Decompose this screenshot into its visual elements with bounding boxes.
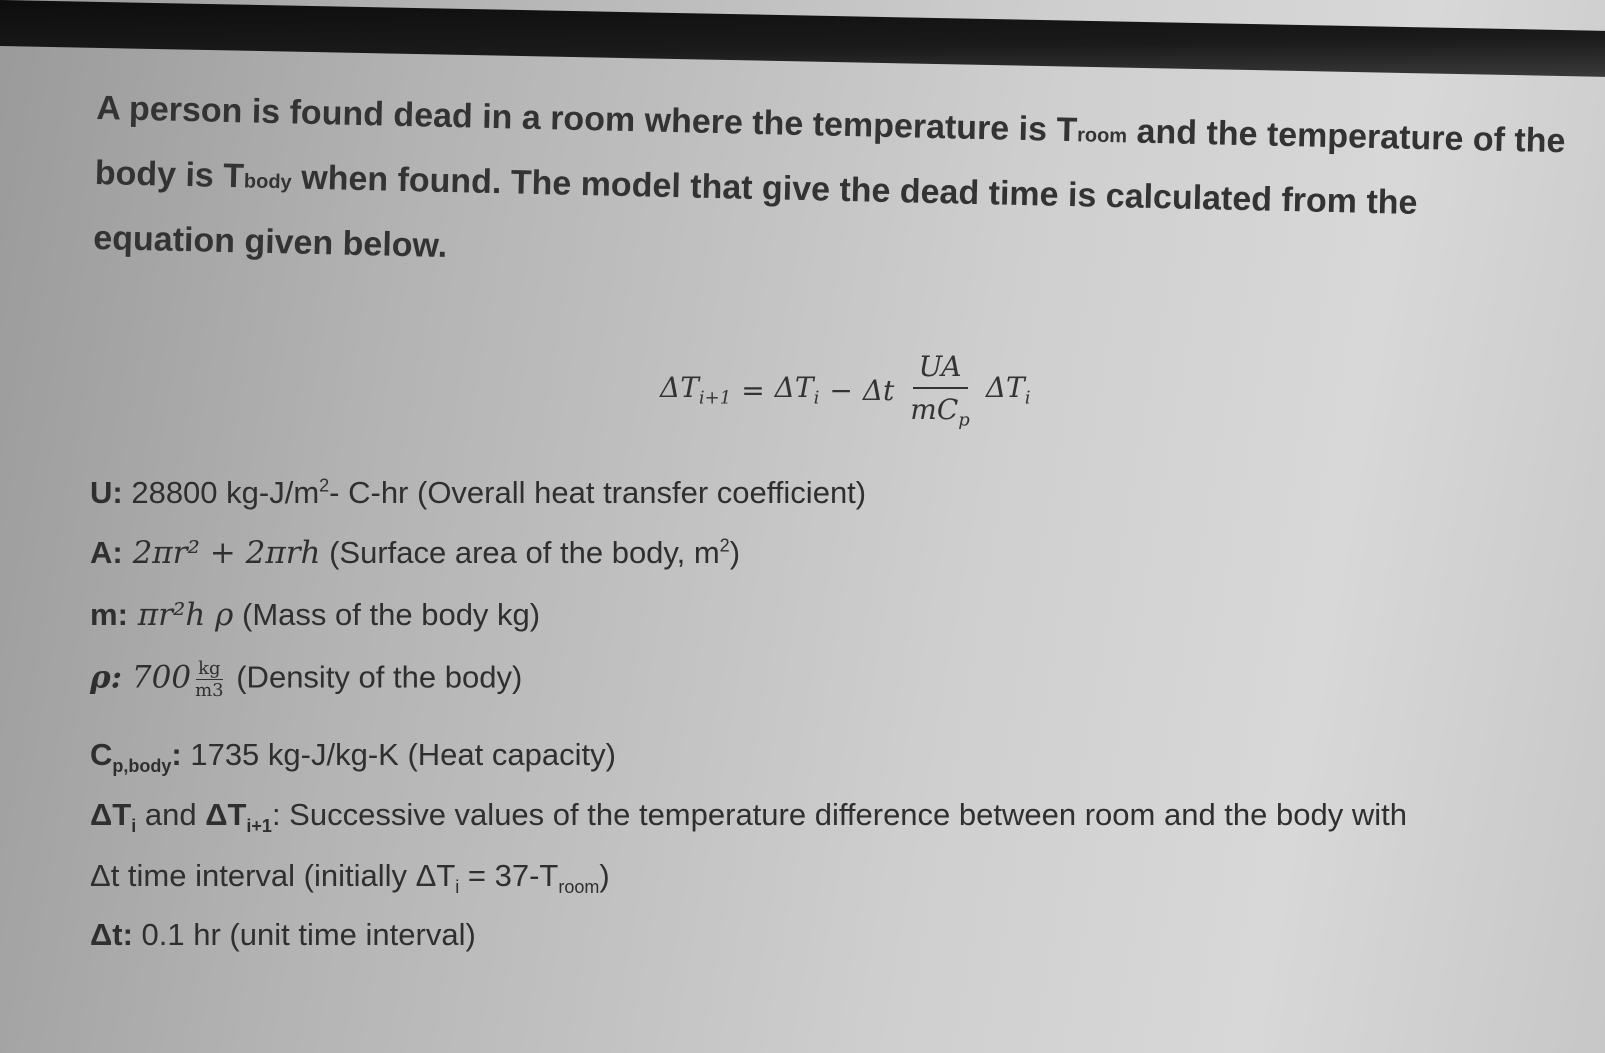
subscript-room: room — [1076, 124, 1128, 148]
def-delta-t-line2: Δt time interval (initially $\Delta T_i = 37-T_{room}$) — [90, 858, 610, 898]
eq-lhs: $\Delta T_{i+1}$ — [660, 371, 732, 409]
eq-dt: Δt — [862, 373, 895, 407]
eq-minus: − — [829, 373, 853, 407]
def-m: m: πr²h ρ (Mass of the body kg) — [90, 597, 541, 633]
rho-unit-fraction: $\frac{kg}{m3}$ — [195, 658, 224, 701]
eq-fraction — [904, 350, 976, 431]
eq-frac-denominator: $mC_p$ — [910, 392, 970, 431]
paragraph-text-2: and the temperature of the body is T — [94, 112, 1566, 196]
subscript-body: body — [243, 170, 292, 194]
def-delta-t: $\Delta T_i$ and $\Delta T_{i+1}$: Successive values of the temperature difference between room and the body with — [90, 797, 1407, 837]
eq-equals: = — [741, 373, 765, 407]
def-rho: ρ: 700 $\frac{kg}{m3}$ (Density of the body) — [90, 658, 523, 701]
def-u: U: 28800 $kg-J/m^2-$ C-hr (Overall heat transfer coefficient) — [90, 475, 867, 510]
paragraph-text-1: A person is found dead in a room where the temperature is T — [95, 88, 1078, 150]
def-dt: Δt: 0.1 hr (unit time interval) — [90, 917, 476, 952]
def-a: A: 2πr² + 2πrh (Surface area of the body, $m^2$) — [90, 535, 741, 571]
problem-paragraph — [93, 78, 1567, 301]
eq-frac-numerator: UA — [913, 350, 968, 389]
model-equation — [660, 340, 1060, 440]
eq-term2: $\Delta T_i$ — [985, 371, 1031, 409]
def-cp: $C_{p,body}$: 1735 kg-J/kg-K (Heat capacity) — [90, 737, 616, 777]
eq-term1: $\Delta T_i$ — [774, 371, 820, 409]
paragraph-text-3: when found. The model that give the dead time is calculated from the equation given below. — [92, 158, 1418, 265]
